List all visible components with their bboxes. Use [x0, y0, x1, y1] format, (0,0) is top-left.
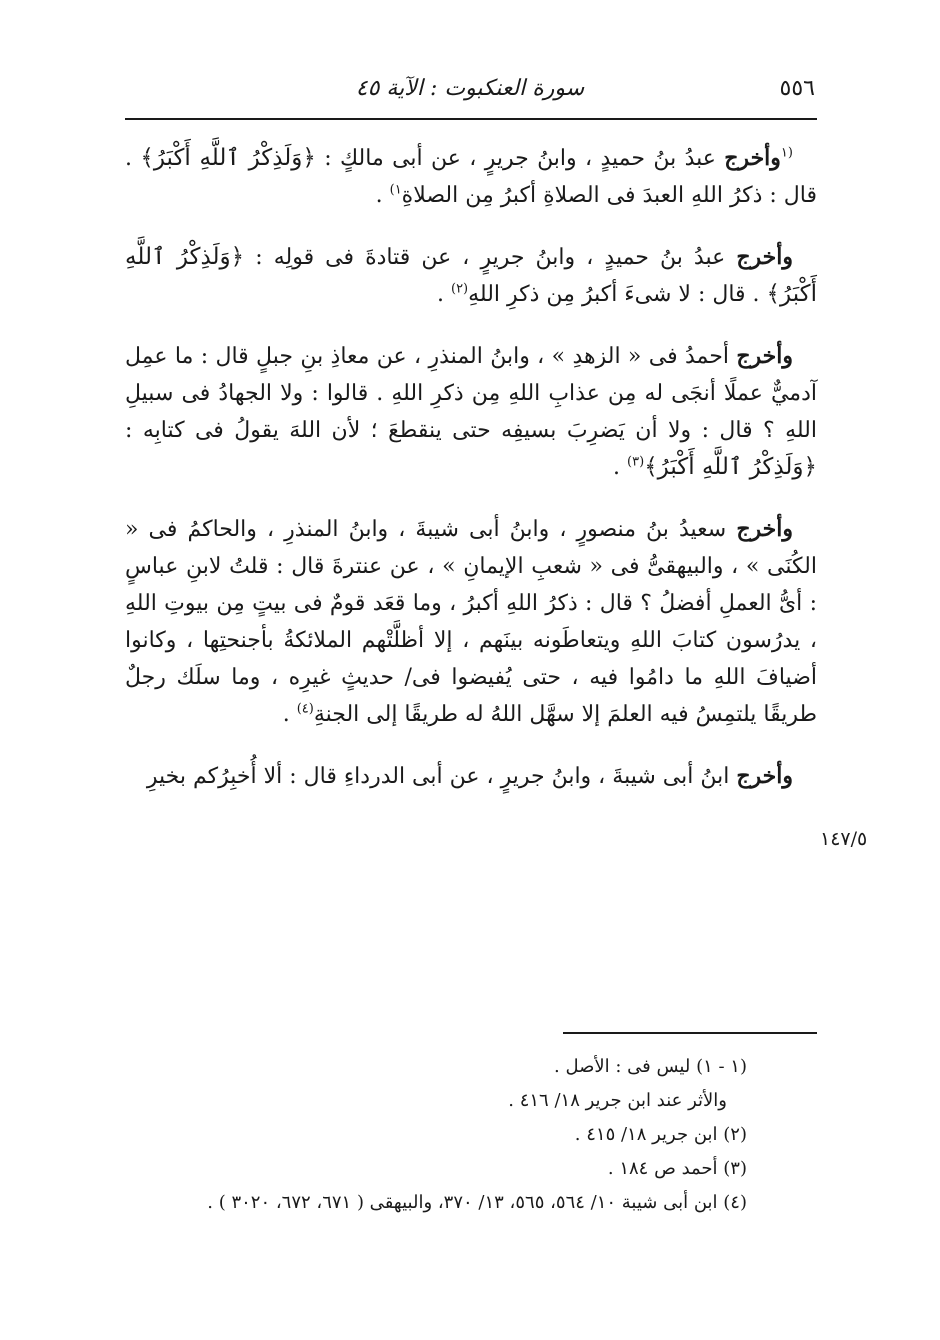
paragraph-lead: وأخرج [736, 763, 793, 789]
paragraph-tail: . قال : ذكرُ اللهِ العبدَ فى الصلاةِ أكبرُ مِن الصلاةِ [125, 146, 817, 208]
quran-quote: ﴿وَلَذِكْرُ ٱللَّهِ أَكْبَرُ﴾ [140, 145, 316, 171]
paragraph-end: . [436, 282, 451, 307]
footnote-marker-open: (١ [780, 145, 793, 161]
paragraph-end: . [282, 702, 297, 727]
paragraph-lead: وأخرج [736, 343, 793, 369]
footnote-4: (٤) ابن أبى شيبة ١٠/ ٥٦٤، ٥٦٥، ١٣/ ٣٧٠، والبيهقى ( ٦٧١، ٦٧٢، ٣٠٢٠ ) . [207, 1192, 747, 1213]
footnote-1-continued: والأثر عند ابن جرير ١٨/ ٤١٦ . [508, 1090, 727, 1111]
paragraph-5 [125, 758, 817, 795]
paragraph-text: أحمدُ فى « الزهدِ » ، وابنُ المنذرِ ، عن معاذِ بنِ جبلٍ قال : ما عمِل آدميٌّ عملًا أنجَى له مِن عذابِ اللهِ مِن ذكرِ اللهِ . قالوا : ولا الجهادُ فى سبيلِ اللهِ ؟ قال : ولا أن يَضرِبَ بسيفِه حتى ينقطعَ ؛ لأن اللهَ يقولُ فى كتابِه : [125, 344, 817, 443]
footnote-3: (٣) أحمد ص ١٨٤ . [607, 1158, 747, 1179]
header-rule [125, 118, 817, 120]
paragraph-1 [125, 140, 817, 214]
paragraph-2 [125, 239, 817, 313]
paragraph-text: عبدُ بنُ حميدٍ ، وابنُ جريرٍ ، عن قتادةَ فى قولِه : [244, 245, 737, 270]
paragraph-tail: . قال : لا شىءَ أكبرُ مِن ذكرِ اللهِ [468, 282, 767, 307]
footnotes [125, 1050, 817, 1220]
running-title: سورة العنكبوت : الآية ٤٥ [355, 76, 585, 101]
footnote-rule [563, 1032, 817, 1034]
page-number: ٥٥٦ [779, 76, 815, 101]
footnote-marker: (٤) [296, 701, 314, 717]
paragraph-end: . [613, 455, 628, 480]
paragraph-3 [125, 338, 817, 486]
footnote-marker: ١) [389, 182, 402, 198]
paragraph-lead: وأخرج [736, 244, 794, 270]
footnote-marker: (٢) [450, 281, 469, 297]
footnote-2: (٢) ابن جرير ١٨/ ٤١٥ . [574, 1124, 747, 1145]
paragraph-text: سعيدُ بنُ منصورٍ ، وابنُ أبى شيبةَ ، وابنُ المنذرِ ، والحاكمُ فى « الكُنَى » ، والبيهقىُّ فى « شعبِ الإيمانِ » ، عن عنترةَ قال : قلتُ لابنِ عباسٍ : أىُّ العملِ أفضلُ ؟ قال : ذكرُ اللهِ أكبرُ ، وما قعَد قومٌ فى بيتٍ مِن بيوتِ اللهِ ، يدرُسون كتابَ اللهِ ويتعاطَونه بينَهم ، إلا أظلَّتْهم الملائكةُ بأجنحتِها ، وكانوا أضيافَ اللهِ ما دامُوا فيه ، حتى يُفيضوا فى/ حديثٍ غيرِه ، وما سلَك رجلٌ طريقًا يلتمِسُ فيه العلمَ إلا سهَّل اللهُ له طريقًا إلى الجنةِ [125, 517, 817, 727]
paragraph-end: . [375, 183, 390, 208]
margin-reference: ١٤٧/٥ [820, 828, 868, 850]
footnote-1: (١ - ١) ليس فى : الأصل . [554, 1056, 747, 1077]
paragraph-text: عبدُ بنُ حميدٍ ، وابنُ جريرٍ ، عن أبى مالكٍ : [315, 146, 725, 171]
paragraph-lead: وأخرج [736, 516, 793, 542]
quran-quote: ﴿وَلَذِكْرُ ٱللَّهِ أَكْبَرُ﴾ [644, 454, 817, 480]
quran-quote: ﴿وَلَذِكْرُ ٱللَّهِ أَكْبَرُ﴾ [125, 244, 817, 307]
page-header [125, 72, 815, 112]
footnote-marker: (٣) [627, 454, 645, 470]
main-text [125, 140, 817, 820]
paragraph-4 [125, 511, 817, 733]
paragraph-lead: وأخرج [724, 145, 781, 171]
paragraph-text: ابنُ أبى شيبةَ ، وابنُ جريرٍ ، عن أبى الدرداءِ قال : ألا أُخبِرُكم بخيرِ [146, 764, 737, 789]
